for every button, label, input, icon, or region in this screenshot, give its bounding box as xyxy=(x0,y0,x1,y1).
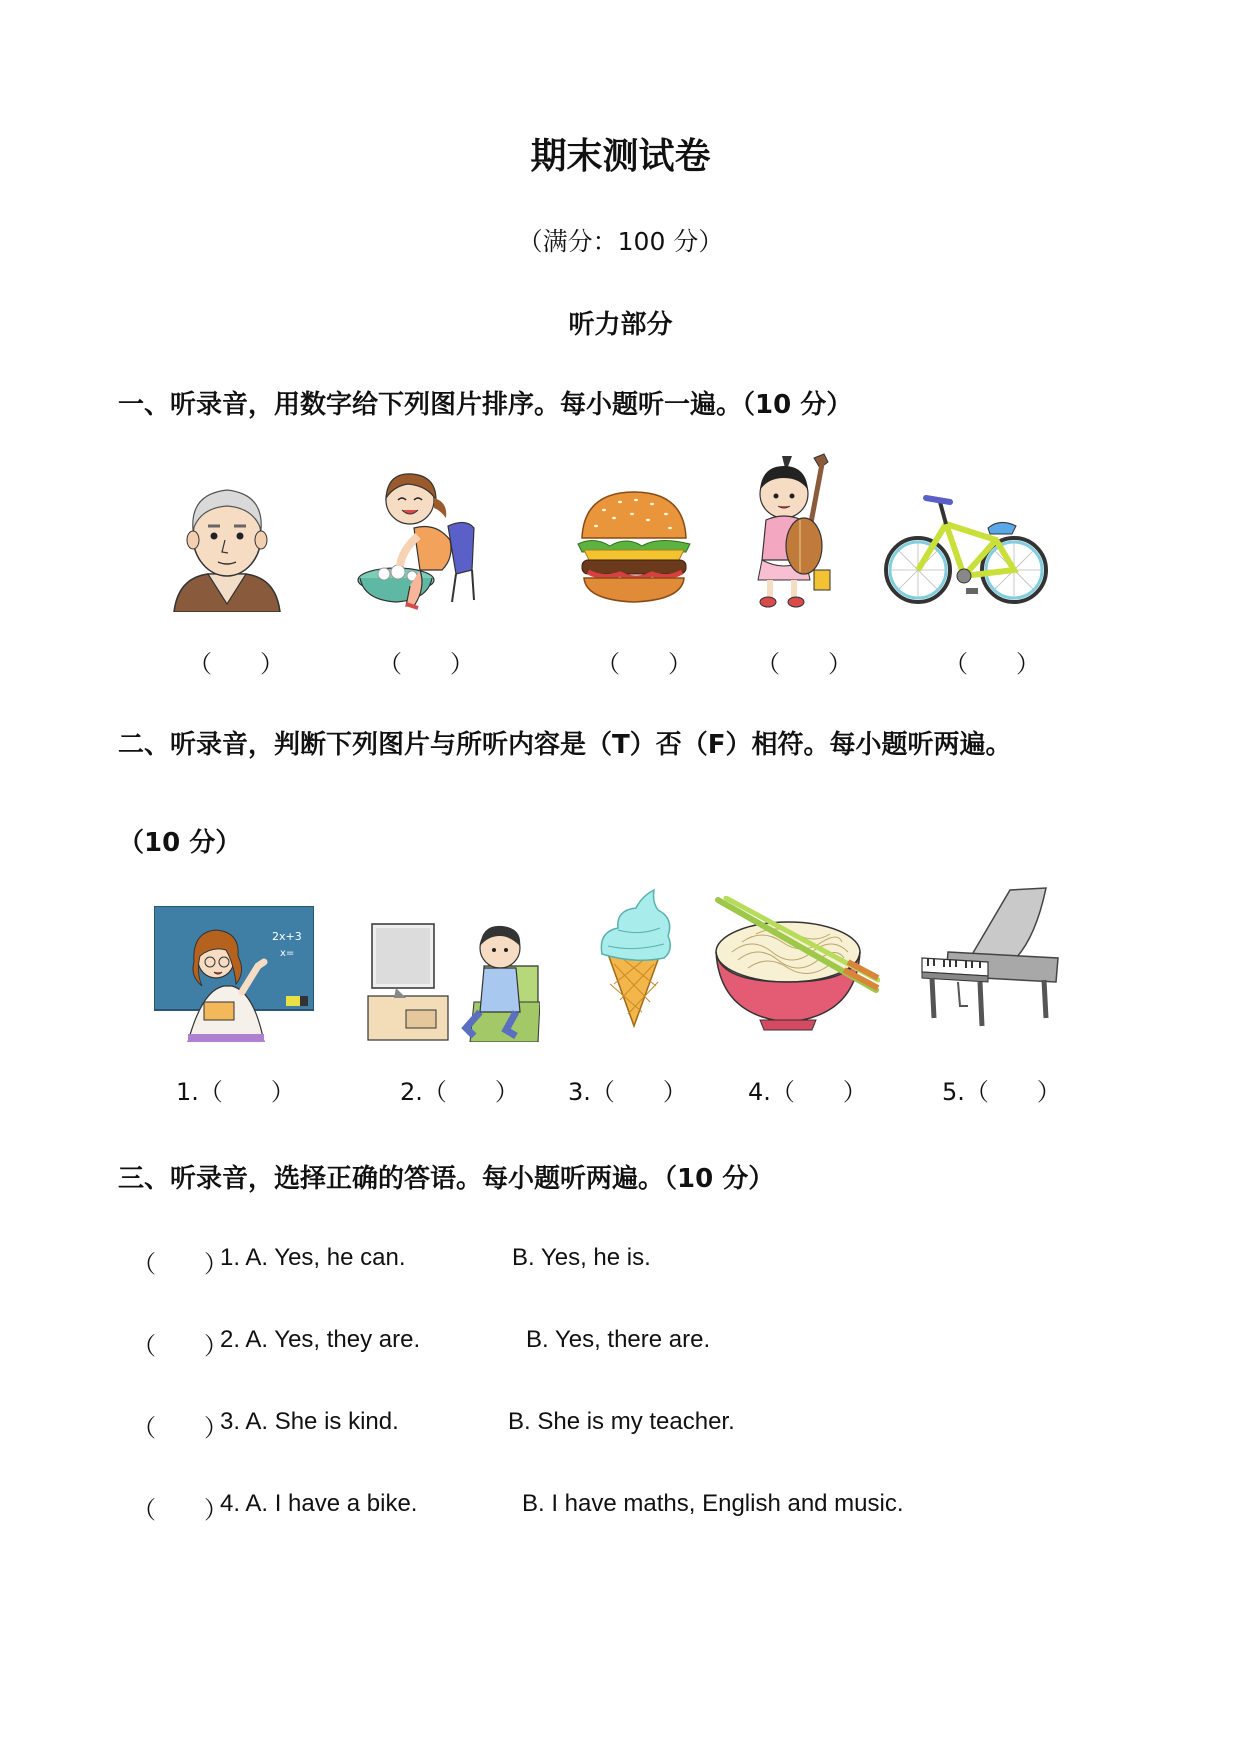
tf-slot-2[interactable]: 2.（ ） xyxy=(400,1078,519,1106)
girl-playing-pipa-icon xyxy=(744,450,834,612)
option-a: 4. A. I have a bike. xyxy=(220,1490,418,1517)
option-a: 3. A. She is kind. xyxy=(220,1408,399,1435)
answer-blank[interactable]: （ ） xyxy=(132,1497,228,1524)
tf-slot-4[interactable]: 4.（ ） xyxy=(748,1078,867,1106)
hamburger-icon xyxy=(574,488,694,606)
section2-heading: 二、听录音，判断下列图片与所听内容是（T）否（F）相符。每小题听两遍。 xyxy=(118,730,1012,760)
order-slot[interactable]: （ ） xyxy=(188,650,284,678)
girl-washing-clothes-icon xyxy=(356,466,488,614)
tf-slot-3[interactable]: 3.（ ） xyxy=(568,1078,687,1106)
order-slot[interactable]: （ ） xyxy=(378,650,474,678)
option-b: B. Yes, he is. xyxy=(512,1244,651,1271)
section3-heading: 三、听录音，选择正确的答语。每小题听两遍。（10 分） xyxy=(118,1164,775,1194)
answer-blank[interactable]: （ ） xyxy=(132,1333,228,1360)
section1-heading: 一、听录音，用数字给下列图片排序。每小题听一遍。（10 分） xyxy=(118,390,853,420)
noodles-icon xyxy=(712,896,880,1032)
svg-text:x=: x= xyxy=(280,948,295,959)
boy-watching-tv-icon xyxy=(366,918,540,1042)
tf-slot-5[interactable]: 5.（ ） xyxy=(942,1078,1061,1106)
option-b: B. She is my teacher. xyxy=(508,1408,735,1435)
answer-blank[interactable]: （ ） xyxy=(132,1415,228,1442)
old-man-icon xyxy=(168,478,286,612)
order-slot[interactable]: （ ） xyxy=(596,650,692,678)
svg-text:2x+3: 2x+3 xyxy=(272,930,302,943)
option-a: 1. A. Yes, he can. xyxy=(220,1244,406,1271)
bicycle-icon xyxy=(884,488,1048,608)
option-a: 2. A. Yes, they are. xyxy=(220,1326,421,1353)
ice-cream-icon xyxy=(594,888,674,1028)
teacher-at-blackboard-icon xyxy=(154,906,314,1042)
order-slot[interactable]: （ ） xyxy=(756,650,852,678)
option-b: B. Yes, there are. xyxy=(526,1326,711,1353)
part-title: 听力部分 xyxy=(568,310,673,340)
answer-blank[interactable]: （ ） xyxy=(132,1251,228,1278)
order-slot[interactable]: （ ） xyxy=(944,650,1040,678)
full-marks-note: （满分：100 分） xyxy=(517,227,724,256)
piano-icon xyxy=(918,886,1060,1030)
exam-title: 期末测试卷 xyxy=(530,136,711,177)
tf-slot-1[interactable]: 1.（ ） xyxy=(176,1078,295,1106)
option-b: B. I have maths, English and music. xyxy=(522,1490,904,1517)
section2-score: （10 分） xyxy=(118,828,242,858)
